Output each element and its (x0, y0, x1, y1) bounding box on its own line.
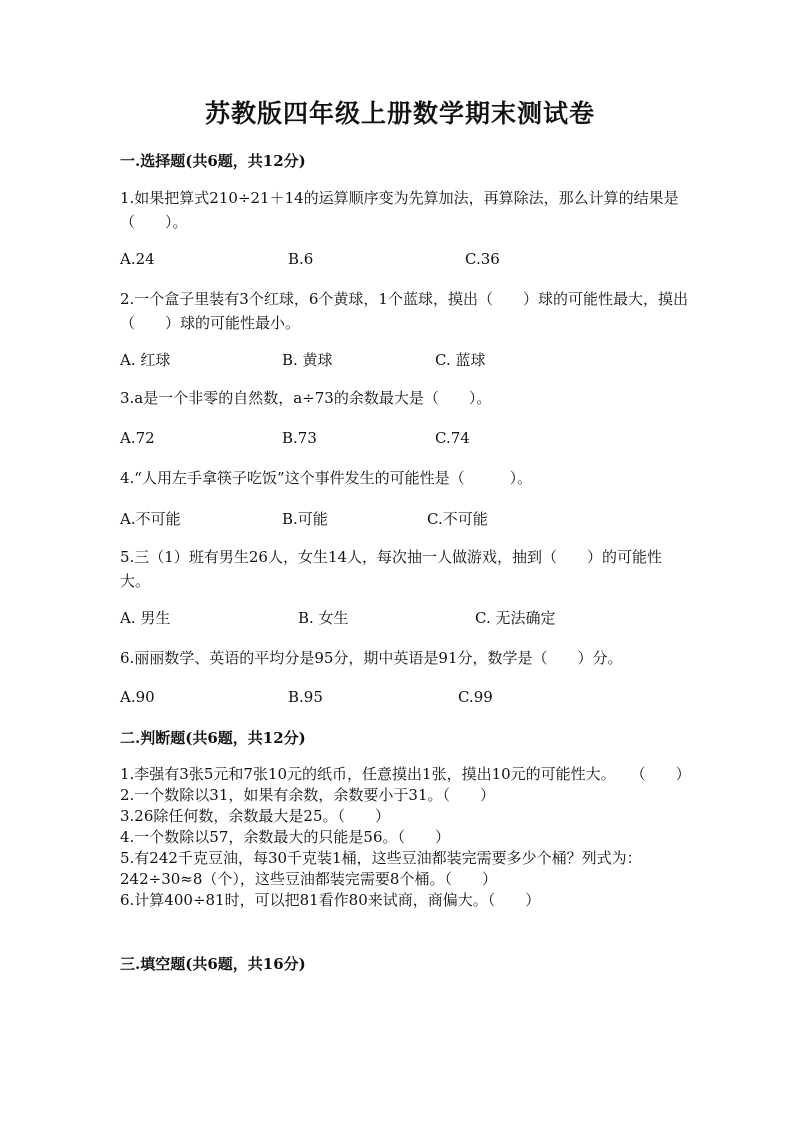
option-b: B.73 (282, 429, 317, 447)
answer-options (120, 349, 680, 371)
question-stem: 4.“人用左手拿筷子吃饭”这个事件发生的可能性是（ ）。 (120, 469, 533, 487)
page-title: 苏教版四年级上册数学期末测试卷 (204, 99, 595, 128)
option-b: B. 女生 (298, 609, 349, 627)
option-c: C. 无法确定 (475, 609, 556, 627)
option-b: B.6 (288, 250, 314, 268)
option-b: B.95 (288, 688, 323, 706)
answer-options (120, 607, 680, 629)
answer-options (120, 429, 680, 451)
answer-options (120, 688, 680, 710)
question-stem: 5.三（1）班有男生26人，女生14人，每次抽一人做游戏，抽到（ ）的可能性大。 (120, 548, 663, 590)
option-a: A.90 (120, 688, 155, 706)
true-false-item: 3.26除任何数，余数最大是25。（ ） (120, 807, 390, 825)
section-heading-true-false: 二.判断题(共6题，共12分) (120, 729, 306, 747)
option-a: A.24 (120, 250, 155, 268)
true-false-list (120, 764, 690, 911)
option-c: C.99 (458, 688, 493, 706)
option-b: B.可能 (282, 510, 328, 528)
option-a: A. 男生 (120, 609, 171, 627)
answer-options (120, 508, 680, 530)
true-false-item: 2.一个数除以31，如果有余数，余数要小于31。（ ） (120, 786, 495, 804)
option-c: C. 蓝球 (435, 351, 486, 369)
option-c: C.不可能 (427, 510, 488, 528)
question-stem: 1.如果把算式210÷21＋14的运算顺序变为先算加法，再算除法，那么计算的结果是（ ）。 (120, 189, 679, 231)
true-false-item: 5.有242千克豆油，每30千克装1桶，这些豆油都装完需要多少个桶？列式为：242÷30≈8（个），这些豆油都装完需要8个桶。（ ） (120, 849, 642, 888)
true-false-item: 6.计算400÷81时，可以把81看作80来试商，商偏大。（ ） (120, 891, 541, 909)
true-false-item: 1.李强有3张5元和7张10元的纸币，任意摸出1张，摸出10元的可能性大。 （ ） (120, 765, 691, 783)
section-heading-fill-blank: 三.填空题(共6题，共16分) (120, 955, 306, 973)
section-heading-multiple-choice: 一.选择题(共6题，共12分) (120, 152, 306, 170)
question-stem: 3.a是一个非零的自然数，a÷73的余数最大是（ ）。 (120, 389, 492, 407)
answer-options (120, 250, 680, 272)
option-a: A.不可能 (120, 510, 181, 528)
question-stem: 6.丽丽数学、英语的平均分是95分，期中英语是91分，数学是（ ）分。 (120, 649, 623, 667)
true-false-item: 4.一个数除以57，余数最大的只能是56。（ ） (120, 828, 450, 846)
option-a: A.72 (120, 429, 155, 447)
option-b: B. 黄球 (282, 351, 333, 369)
option-c: C.36 (465, 250, 500, 268)
question-stem: 2.一个盒子里装有3个红球，6个黄球，1个蓝球，摸出（ ）球的可能性最大，摸出（ ）球的可能性最小。 (120, 290, 688, 332)
option-c: C.74 (435, 429, 470, 447)
option-a: A. 红球 (120, 351, 171, 369)
